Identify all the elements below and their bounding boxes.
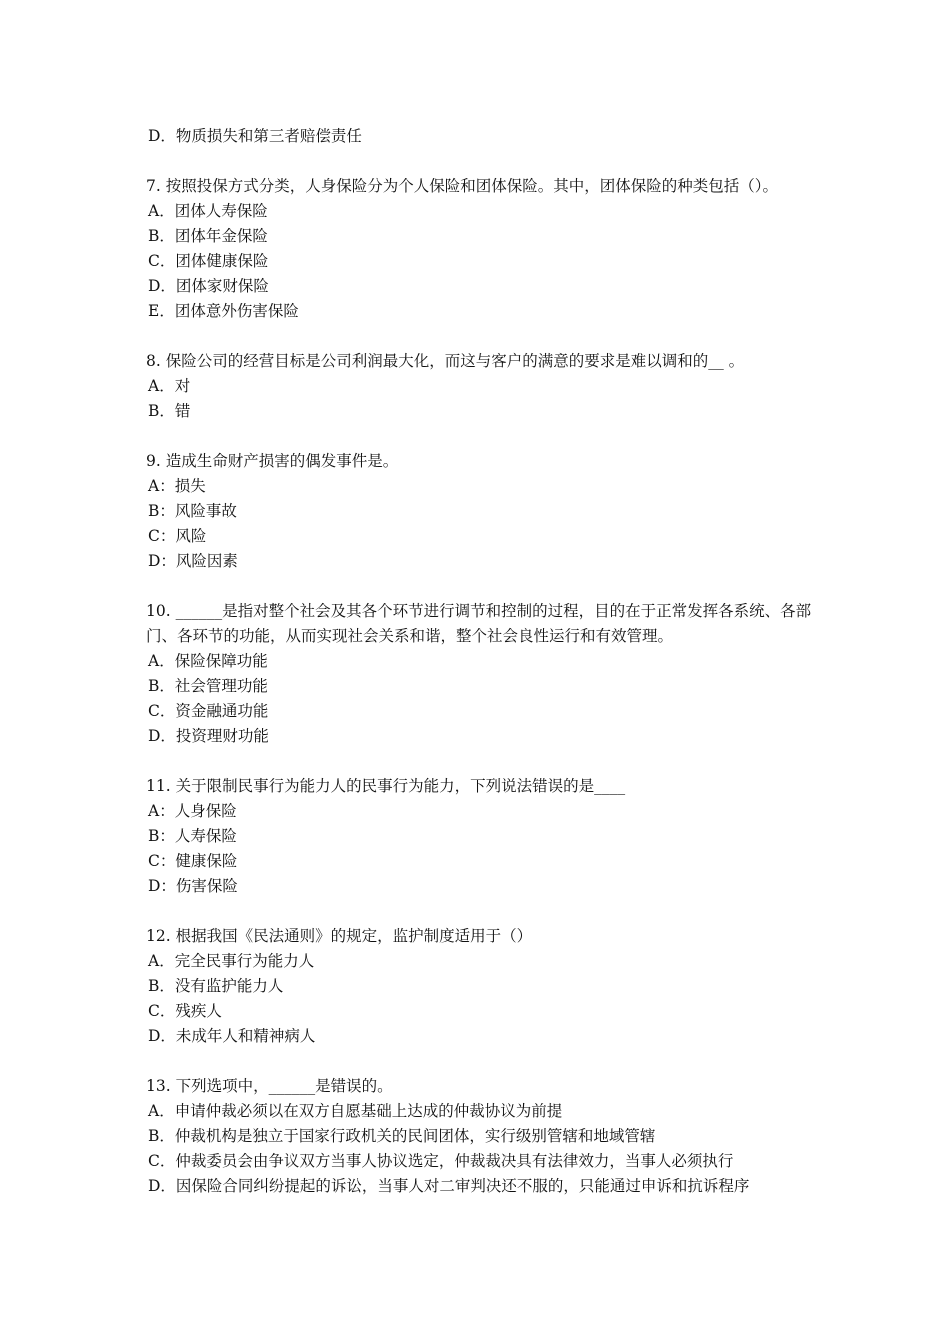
- option: B．团体年金保险: [148, 227, 268, 245]
- option: D．因保险合同纠纷提起的诉讼，当事人对二审判决还不服的，只能通过申诉和抗诉程序: [148, 1177, 750, 1195]
- question-9: [146, 449, 826, 574]
- option: E．团体意外伤害保险: [148, 302, 299, 320]
- option: C．残疾人: [148, 1002, 222, 1020]
- option: D：伤害保险: [148, 877, 238, 895]
- question-stem: 9. 造成生命财产损害的偶发事件是。: [146, 452, 399, 470]
- option: D：风险因素: [148, 552, 238, 570]
- option: B．社会管理功能: [148, 677, 268, 695]
- option: C．仲裁委员会由争议双方当事人协议选定，仲裁裁决具有法律效力，当事人必须执行: [148, 1152, 734, 1170]
- question-stem: 13. 下列选项中，______是错误的。: [146, 1077, 393, 1095]
- option: C：风险: [148, 527, 207, 545]
- question-stem: 12. 根据我国《民法通则》的规定，监护制度适用于（）: [146, 927, 533, 945]
- option: D．投资理财功能: [148, 727, 269, 745]
- question-11: [146, 774, 826, 899]
- question-stem: 11. 关于限制民事行为能力人的民事行为能力，下列说法错误的是____: [146, 777, 626, 795]
- option: A：人身保险: [148, 802, 237, 820]
- document-body: [146, 124, 826, 1199]
- option: A．团体人寿保险: [148, 202, 268, 220]
- option: A．保险保障功能: [148, 652, 268, 670]
- option: C：健康保险: [148, 852, 238, 870]
- option: B．错: [148, 402, 191, 420]
- option: B．没有监护能力人: [148, 977, 284, 995]
- option: B：人寿保险: [148, 827, 237, 845]
- question-12: [146, 924, 826, 1049]
- option: C．团体健康保险: [148, 252, 269, 270]
- option: A：损失: [148, 477, 206, 495]
- option: C．资金融通功能: [148, 702, 269, 720]
- option: D．团体家财保险: [148, 277, 269, 295]
- question-stem: 7. 按照投保方式分类，人身保险分为个人保险和团体保险。其中，团体保险的种类包括（）。: [146, 177, 778, 195]
- question-7: [146, 174, 826, 324]
- option: A．对: [148, 377, 191, 395]
- question-8: [146, 349, 826, 424]
- question-stem: 8. 保险公司的经营目标是公司利润最大化，而这与客户的满意的要求是难以调和的__ 。: [146, 352, 745, 370]
- option: D．未成年人和精神病人: [148, 1027, 316, 1045]
- option: B：风险事故: [148, 502, 237, 520]
- question-10: [146, 599, 826, 749]
- lead-option: D．物质损失和第三者赔偿责任: [148, 127, 362, 145]
- question-13: [146, 1074, 826, 1199]
- option: A．申请仲裁必须以在双方自愿基础上达成的仲裁协议为前提: [148, 1102, 563, 1120]
- question-stem: 10. ______是指对整个社会及其各个环节进行调节和控制的过程，目的在于正常发挥各系统、各部门、各环节的功能，从而实现社会关系和谐，整个社会良性运行和有效管理。: [146, 602, 812, 645]
- option: B．仲裁机构是独立于国家行政机关的民间团体，实行级别管辖和地域管辖: [148, 1127, 656, 1145]
- option: A．完全民事行为能力人: [148, 952, 315, 970]
